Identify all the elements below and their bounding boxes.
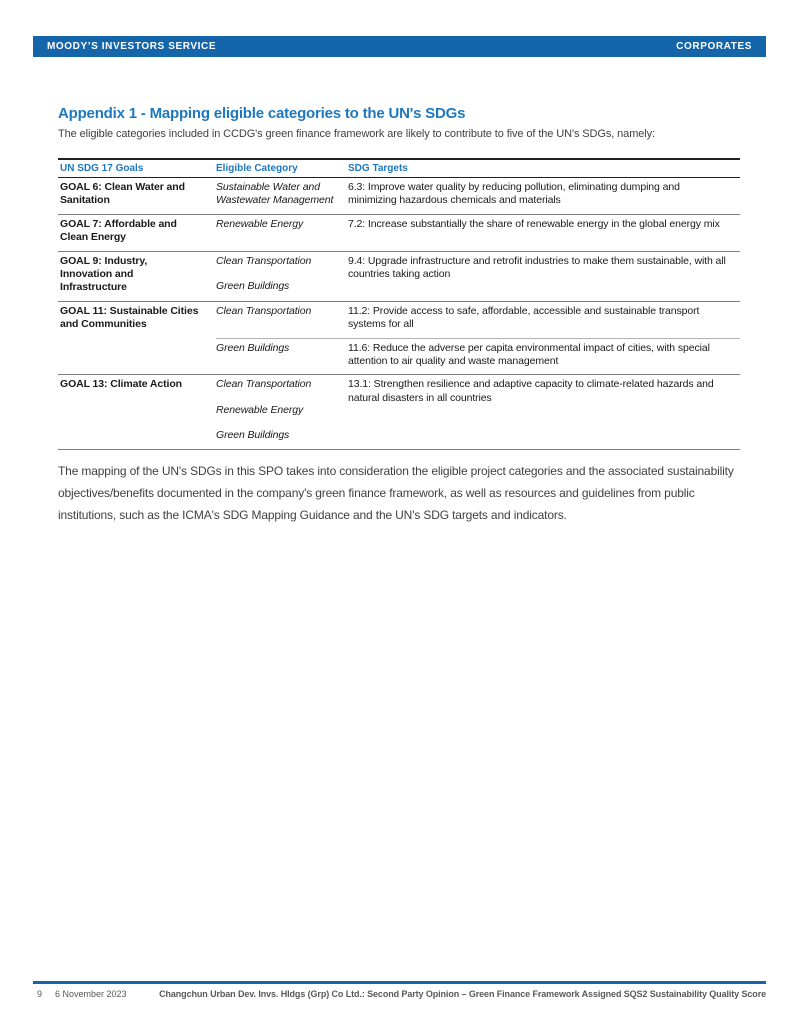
table-row bbox=[58, 178, 740, 215]
category-label: Clean Transportation bbox=[216, 304, 312, 317]
section-label: CORPORATES bbox=[676, 41, 752, 52]
sdg-target-cell: 9.4: Upgrade infrastructure and retrofit industries to make them sustainable, with all countries taking action bbox=[348, 251, 740, 301]
goal-cell: GOAL 11: Sustainable Cities and Communities bbox=[58, 301, 216, 375]
goal-cell: GOAL 7: Affordable and Clean Energy bbox=[58, 214, 216, 251]
table-row bbox=[58, 251, 740, 301]
eligible-category-cell bbox=[216, 375, 348, 449]
eligible-category-cell bbox=[216, 178, 348, 215]
sdg-target-cell: 6.3: Improve water quality by reducing pollution, eliminating dumping and minimizing hazardous chemicals and materials bbox=[348, 178, 740, 215]
mapping-paragraph: The mapping of the UN's SDGs in this SPO takes into consideration the eligible project categories and the associated sustainability objectives/benefits documented in the company's green finance framework, as well as resources and guidelines from public institutions, such as the ICMA's SDG Mapping Guidance and the UN's SDG targets and indicators. bbox=[58, 463, 734, 522]
category-label: Green Buildings bbox=[216, 280, 290, 293]
page-title: Appendix 1 - Mapping eligible categories to the UN's SDGs bbox=[58, 105, 466, 122]
goal-cell: GOAL 6: Clean Water and Sanitation bbox=[58, 178, 216, 215]
sdg-target-cell: 13.1: Strengthen resilience and adaptive capacity to climate-related hazards and natural disasters in all countries bbox=[348, 375, 740, 449]
main-content bbox=[58, 105, 740, 526]
goal-cell: GOAL 9: Industry, Innovation and Infrastructure bbox=[58, 251, 216, 301]
category-label: Renewable Energy bbox=[216, 403, 304, 416]
sdg-target-cell: 11.2: Provide access to safe, affordable, accessible and sustainable transport systems for all bbox=[348, 301, 740, 338]
table-row bbox=[58, 214, 740, 251]
top-banner bbox=[33, 36, 766, 57]
page-footer bbox=[0, 981, 800, 999]
sdg-target-cell: 7.2: Increase substantially the share of renewable energy in the global energy mix bbox=[348, 214, 740, 251]
eligible-category-cell bbox=[216, 301, 348, 338]
table-row bbox=[58, 375, 740, 449]
eligible-category-cell bbox=[216, 251, 348, 301]
column-header-targets: SDG Targets bbox=[348, 159, 740, 178]
eligible-category-cell bbox=[216, 214, 348, 251]
column-header-goals: UN SDG 17 Goals bbox=[58, 159, 216, 178]
category-label: Green Buildings bbox=[216, 341, 290, 354]
sdg-mapping-table bbox=[58, 158, 740, 450]
table-row bbox=[58, 301, 740, 338]
footer-divider bbox=[33, 981, 766, 984]
footer-row bbox=[37, 989, 766, 999]
eligible-category-cell bbox=[216, 338, 348, 375]
page-number: 9 bbox=[37, 989, 43, 999]
footer-document-title: Changchun Urban Dev. Invs. Hldgs (Grp) Co Ltd.: Second Party Opinion – Green Finance Framework Assigned SQS2 Sustainability Quality Score bbox=[159, 989, 766, 999]
category-label: Clean Transportation bbox=[216, 378, 312, 391]
footer-date: 6 November 2023 bbox=[55, 989, 127, 999]
brand-name: MOODY’S INVESTORS SERVICE bbox=[47, 41, 217, 52]
category-label: Clean Transportation bbox=[216, 254, 312, 267]
goal-cell: GOAL 13: Climate Action bbox=[58, 375, 216, 449]
intro-text: The eligible categories included in CCDG's green finance framework are likely to contribute to five of the UN's SDGs, namely: bbox=[58, 128, 655, 140]
column-header-category: Eligible Category bbox=[216, 159, 348, 178]
category-label: Renewable Energy bbox=[216, 217, 304, 230]
table-header-row bbox=[58, 159, 740, 178]
category-label: Sustainable Water and Wastewater Management bbox=[216, 181, 334, 207]
sdg-target-cell: 11.6: Reduce the adverse per capita environmental impact of cities, with special attention to air quality and waste management bbox=[348, 338, 740, 375]
category-label: Green Buildings bbox=[216, 429, 290, 442]
